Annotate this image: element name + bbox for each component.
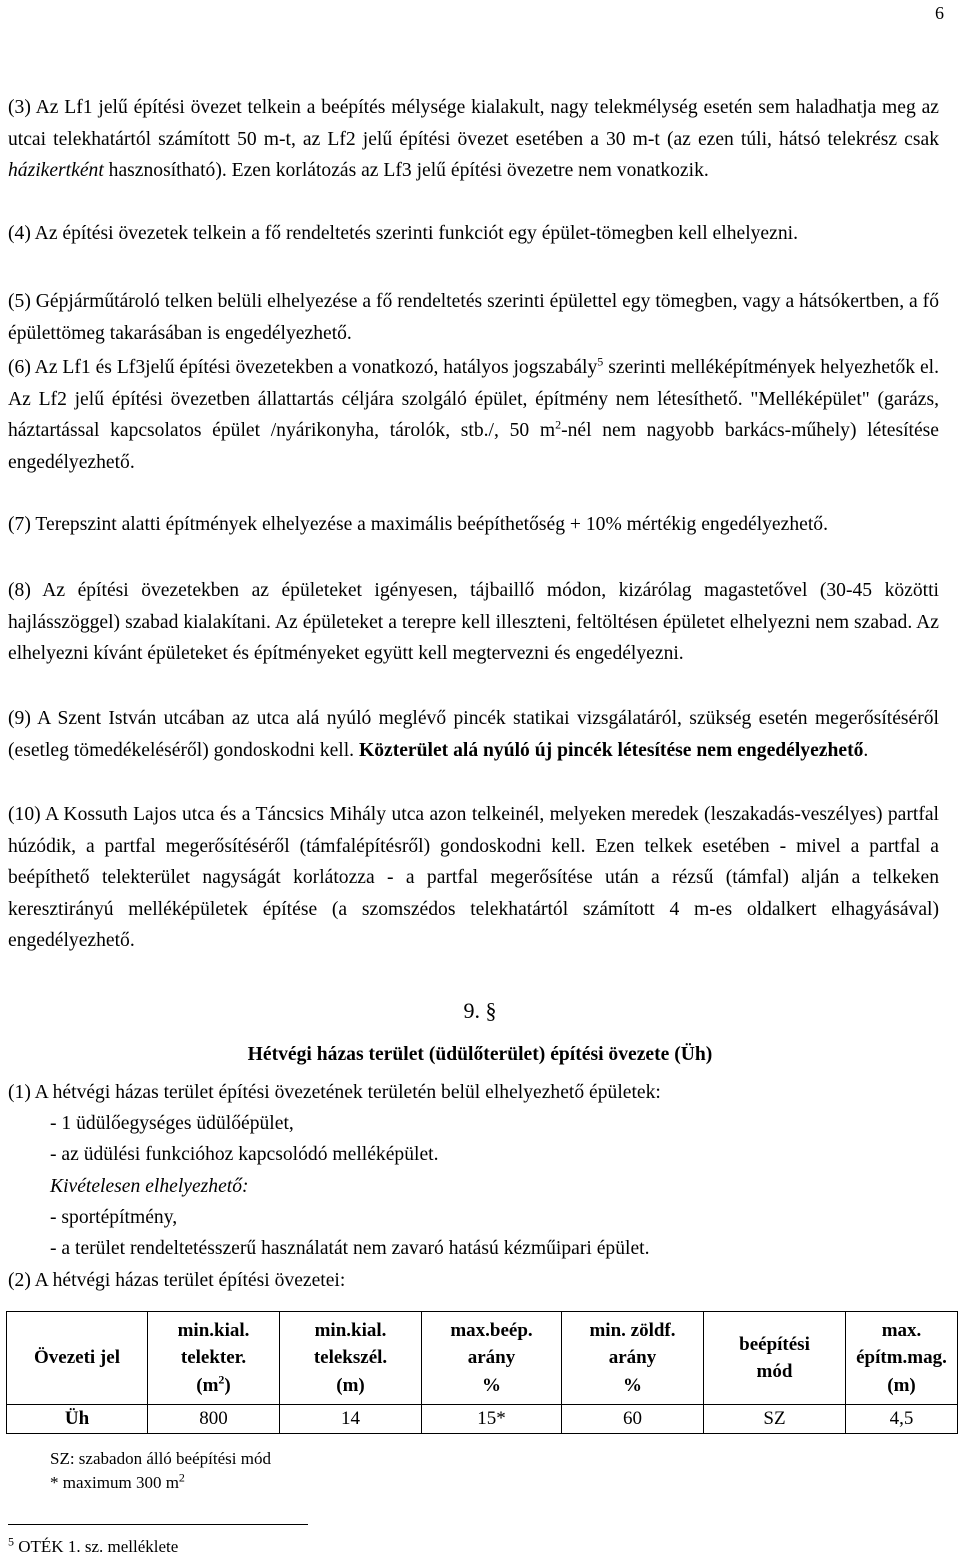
s1-intro: (1) A hétvégi házas terület építési övezetének területén belül elhelyezhető épületek: bbox=[8, 1082, 661, 1103]
exception-2: - a terület rendeltetésszerű használatát nem zavaró hatású kézműipari épület. bbox=[50, 1238, 650, 1259]
note-max: * maximum 300 $m^2$ bbox=[50, 1470, 185, 1492]
footnote-separator bbox=[8, 1524, 308, 1525]
footnote: $^5$ OTÉK 1. sz. melléklete bbox=[8, 1534, 179, 1556]
s1-item-2: - az üdülési funkcióhoz kapcsolódó melléképület. bbox=[50, 1144, 439, 1165]
cell-min-width: 14 bbox=[280, 1405, 422, 1434]
paragraph-7: (7) Terepszint alatti építmények elhelyezése a maximális beépíthetőség + 10% mértékig engedélyezhető. bbox=[8, 514, 828, 535]
footnote-ref: 5 bbox=[597, 354, 604, 369]
page-number: 6 bbox=[935, 3, 944, 23]
table-header-row bbox=[7, 1312, 958, 1405]
header-build-mode: beépítési mód bbox=[704, 1312, 846, 1405]
cell-build-mode: SZ bbox=[704, 1405, 846, 1434]
p6-c: -nél nem nagyobb barkács-műhely) létesítése engedélyezhető. bbox=[8, 420, 939, 473]
s2-intro: (2) A hétvégi házas terület építési övezetei: bbox=[8, 1270, 346, 1291]
exception-1: - sportépítmény, bbox=[50, 1207, 178, 1228]
paragraph-9 bbox=[8, 703, 939, 766]
paragraph-8: (8) Az építési övezetekben az épületeket igényesen, tájbaillő módon, kizárólag magastetővel (30-45 közötti hajlásszöggel) szabad kialakítani. Az épületeket a terepre kell illeszteni, feltöltésen épületet elhelyezni nem szabad. Az elhelyezni kívánt épületeket és építményeket együtt kell megtervezni és engedélyezni. bbox=[8, 580, 939, 665]
header-min-area: min.kial. telekter. $(m^2)$ bbox=[148, 1312, 280, 1405]
exception-label: Kivételesen elhelyezhető: bbox=[50, 1176, 249, 1197]
section-number: 9. § bbox=[463, 998, 497, 1023]
p9-normal: (9) A Szent István utcában az utca alá nyúló meglévő pincék statikai vizsgálatáról, szükség esetén megerősítéséről (esetleg tömedékeléséről) gondoskodni kell. bbox=[8, 708, 939, 761]
p3-tail: hasznosítható). Ezen korlátozás az Lf3 jelű építési övezetre nem vonatkozik. bbox=[103, 160, 709, 182]
header-min-green: min. zöldf. arány % bbox=[562, 1312, 704, 1405]
paragraph-4: (4) Az építési övezetek telkein a fő rendeltetés szerinti funkciót egy épület-tömegben kell elhelyezni. bbox=[8, 223, 798, 244]
paragraph-6 bbox=[8, 352, 939, 478]
cell-max-height: 4,5 bbox=[846, 1405, 958, 1434]
section-title: Hétvégi házas terület (üdülőterület) építési övezete (Üh) bbox=[247, 1044, 713, 1065]
p3-lead: (3) Az Lf1 jelű építési övezet telkein a beépítés mélysége kialakult, nagy telekmélység esetén sem haladhatja meg az utcai telekhatártól számított 50 m-t, az Lf2 jelű építési övezet esetében a 30 m-t (az ezen túli, hátsó telekrész csak bbox=[8, 97, 939, 150]
cell-min-green: 60 bbox=[562, 1405, 704, 1434]
paragraph-10: (10) A Kossuth Lajos utca és a Táncsics Mihály utca azon telkeinél, melyeken meredek (leszakadás-veszélyes) partfal húzódik, a partfal megerősítéséről (támfalépítésről) gondoskodni kell. Ezen telkek esetében - mivel a partfal a beépíthető telekterület nagyságát korlátozza - a partfal megerősítése után a rézsű (támfal) alján a telkeken keresztirányú melléképületek építése (a szomszédos telekhatártól számított 4 m-es oldalkert elhagyásával) engedélyezhető. bbox=[8, 804, 939, 952]
cell-min-area: 800 bbox=[148, 1405, 280, 1434]
paragraph-3 bbox=[8, 92, 939, 187]
zoning-table bbox=[6, 1311, 958, 1434]
p9-end: . bbox=[863, 739, 869, 761]
paragraph-5: (5) Gépjárműtároló telken belüli elhelyezése a fő rendeltetés szerinti épülettel egy tömegben, vagy a hátsókertben, a fő épülettömeg takarásában is engedélyezhető. bbox=[8, 291, 939, 344]
header-min-width: min.kial. telekszél. (m) bbox=[280, 1312, 422, 1405]
cell-zone: Üh bbox=[7, 1405, 148, 1434]
p6-b: szerinti melléképítmények helyezhetők el. Az Lf2 jelű építési övezetben állattartás céljára szolgáló épület, építmény nem létesíthető. "Melléképület" (garázs, háztartással kapcsolatos épület /nyárikonyha, tárolók, stb./, 50 m bbox=[8, 357, 940, 442]
p6-sup2: 2 bbox=[555, 417, 562, 432]
s1-item-1: - 1 üdülőegységes üdülőépület, bbox=[50, 1113, 294, 1134]
header-zone-code: Övezeti jel bbox=[7, 1312, 148, 1405]
p3-italic: házikertként bbox=[8, 160, 104, 182]
table-row bbox=[7, 1405, 958, 1434]
p9-bold: Közterület alá nyúló új pincék létesítése nem engedélyezhető bbox=[358, 739, 864, 761]
cell-max-coverage: 15* bbox=[422, 1405, 562, 1434]
header-max-coverage: max.beép. arány % bbox=[422, 1312, 562, 1405]
p6-a: (6) Az Lf1 és Lf3jelű építési övezetekben a vonatkozó, hatályos jogszabály bbox=[8, 357, 598, 378]
note-sz: SZ: szabadon álló beépítési mód bbox=[50, 1449, 271, 1468]
header-max-height: max. építm.mag. (m) bbox=[846, 1312, 958, 1405]
